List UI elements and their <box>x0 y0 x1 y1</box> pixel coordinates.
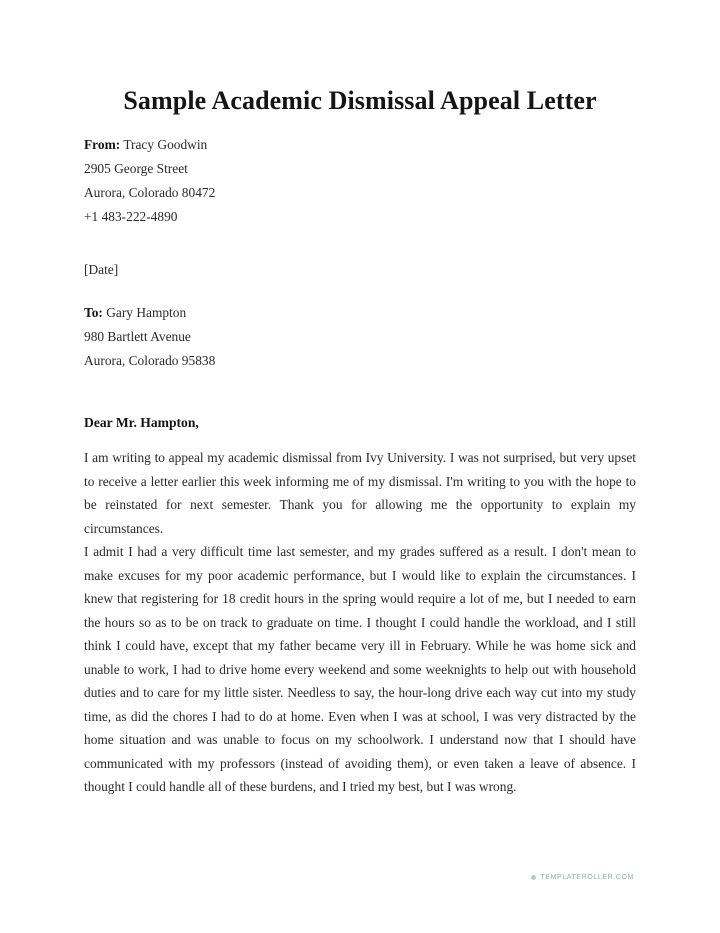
sender-phone: +1 483-222-4890 <box>84 209 178 224</box>
from-label: From: <box>84 137 121 152</box>
sender-name: Tracy Goodwin <box>123 137 208 152</box>
date-placeholder: [Date] <box>84 262 119 277</box>
body-paragraph-2: I admit I had a very difficult time last semester, and my grades suffered as a result. I don't mean to make excuses for my poor academic performance, but I would like to explain the circumstances. I knew that registering for 18 credit hours in the spring would require a lot of me, but I needed to earn the hours so as to be on track to graduate on time. I thought I could handle the workload, and I still think I could have, except that my father became very ill in February. While he was home sick and unable to work, I had to drive home every weekend and some weeknights to help out with household duties and to care for my little sister. Needless to say, the hour-long drive each way cut into my study time, as did the chores I had to do at home. Even when I was at school, I was very distracted by the home situation and was unable to focus on my schoolwork. I understand now that I should have communicated with my professors (instead of avoiding them), or even taken a leave of absence. I thought I could handle all of these burdens, and I tried my best, but I was wrong. <box>84 544 636 794</box>
to-label: To: <box>84 305 103 320</box>
sender-address-line2: Aurora, Colorado 80472 <box>84 185 216 200</box>
sender-address-line1: 2905 George Street <box>84 161 188 176</box>
footer-watermark <box>531 874 634 881</box>
body-paragraph-1: I am writing to appeal my academic dismissal from Ivy University. I was not surprised, but very upset to receive a letter earlier this week informing me of my dismissal. I'm writing to you with the hope to be reinstated for next semester. Thank you for allowing me the opportunity to explain my circumstances. <box>84 450 636 536</box>
document-title: Sample Academic Dismissal Appeal Letter <box>123 86 597 115</box>
recipient-address-line1: 980 Bartlett Avenue <box>84 329 191 344</box>
sender-name-line <box>84 133 215 157</box>
site-logo-icon <box>531 875 536 880</box>
recipient-block <box>84 301 215 373</box>
salutation: Dear Mr. Hampton, <box>84 415 199 430</box>
sender-block <box>84 133 215 229</box>
footer-site: TEMPLATEROLLER.COM <box>540 874 634 881</box>
recipient-address-line2: Aurora, Colorado 95838 <box>84 353 216 368</box>
recipient-name: Gary Hampton <box>106 305 187 320</box>
recipient-name-line <box>84 301 215 325</box>
